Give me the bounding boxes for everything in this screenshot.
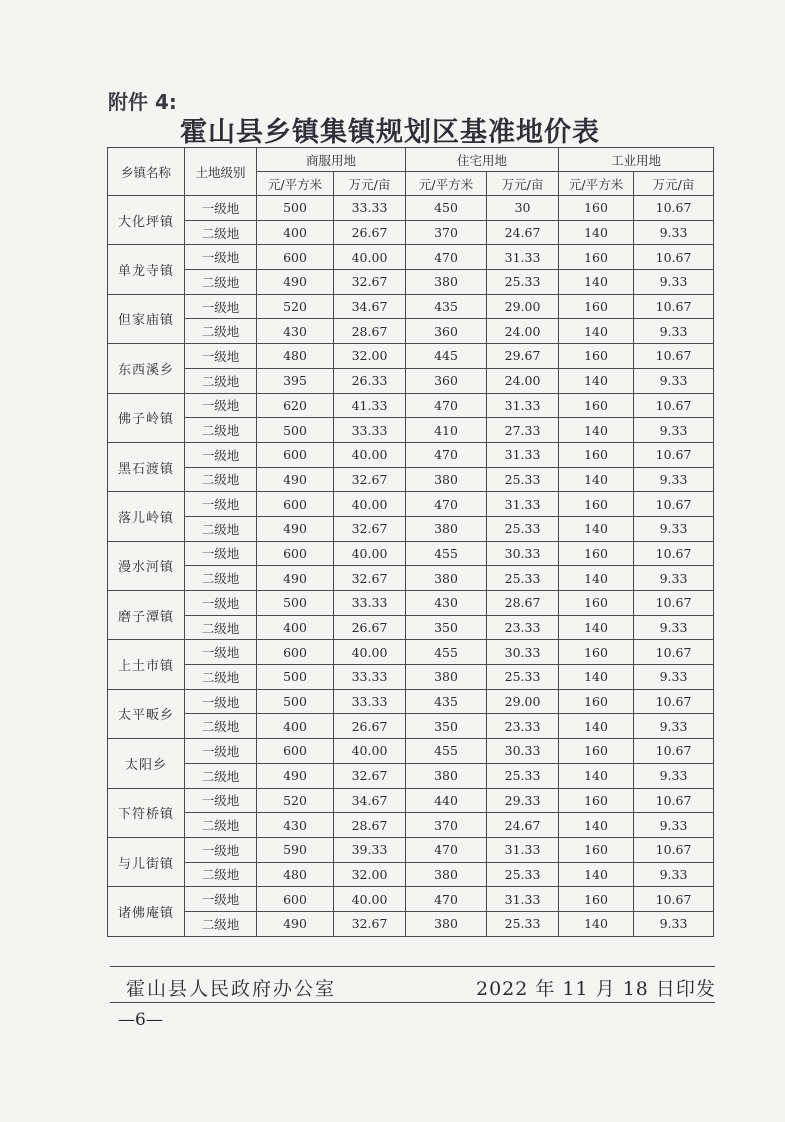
commercial-price-mu-cell: 33.33	[334, 196, 406, 221]
industrial-price-sqm-cell: 160	[559, 344, 634, 369]
town-name-cell: 上土市镇	[108, 640, 185, 689]
commercial-price-mu-cell: 34.67	[334, 294, 406, 319]
residential-price-sqm-cell: 455	[406, 739, 487, 764]
industrial-price-sqm-cell: 160	[559, 541, 634, 566]
commercial-price-sqm-cell: 600	[257, 541, 334, 566]
industrial-price-sqm-cell: 140	[559, 467, 634, 492]
town-name-cell: 诸佛庵镇	[108, 887, 185, 936]
residential-price-sqm-cell: 350	[406, 714, 487, 739]
industrial-price-mu-cell: 9.33	[634, 665, 714, 690]
industrial-price-sqm-cell: 160	[559, 739, 634, 764]
commercial-price-sqm-cell: 430	[257, 319, 334, 344]
land-grade-cell: 二级地	[185, 368, 257, 393]
industrial-price-mu-cell: 9.33	[634, 714, 714, 739]
commercial-price-mu-cell: 32.00	[334, 344, 406, 369]
commercial-price-mu-cell: 40.00	[334, 739, 406, 764]
table-row	[108, 862, 714, 887]
header-row-1	[108, 148, 714, 172]
header-industrial-unit-sqm: 元/平方米	[559, 172, 634, 196]
residential-price-mu-cell: 31.33	[487, 393, 559, 418]
land-grade-cell: 二级地	[185, 566, 257, 591]
commercial-price-mu-cell: 40.00	[334, 245, 406, 270]
residential-price-mu-cell: 30.33	[487, 541, 559, 566]
land-grade-cell: 二级地	[185, 813, 257, 838]
residential-price-sqm-cell: 360	[406, 368, 487, 393]
commercial-price-sqm-cell: 600	[257, 887, 334, 912]
industrial-price-mu-cell: 10.67	[634, 344, 714, 369]
industrial-price-sqm-cell: 140	[559, 763, 634, 788]
industrial-price-sqm-cell: 160	[559, 393, 634, 418]
residential-price-sqm-cell: 380	[406, 763, 487, 788]
industrial-price-sqm-cell: 160	[559, 294, 634, 319]
table-row	[108, 591, 714, 616]
commercial-price-mu-cell: 39.33	[334, 837, 406, 862]
residential-price-mu-cell: 25.33	[487, 467, 559, 492]
industrial-price-sqm-cell: 140	[559, 714, 634, 739]
commercial-price-sqm-cell: 490	[257, 270, 334, 295]
land-grade-cell: 一级地	[185, 689, 257, 714]
industrial-price-sqm-cell: 160	[559, 640, 634, 665]
industrial-price-sqm-cell: 160	[559, 689, 634, 714]
table-row	[108, 566, 714, 591]
table-row	[108, 270, 714, 295]
commercial-price-mu-cell: 32.67	[334, 270, 406, 295]
table-row	[108, 665, 714, 690]
industrial-price-mu-cell: 9.33	[634, 220, 714, 245]
residential-price-mu-cell: 30	[487, 196, 559, 221]
header-industrial-unit-mu: 万元/亩	[634, 172, 714, 196]
industrial-price-mu-cell: 9.33	[634, 467, 714, 492]
commercial-price-sqm-cell: 490	[257, 763, 334, 788]
town-name-cell: 太阳乡	[108, 739, 185, 788]
header-residential-unit-sqm: 元/平方米	[406, 172, 487, 196]
land-grade-cell: 二级地	[185, 862, 257, 887]
residential-price-sqm-cell: 470	[406, 442, 487, 467]
page-title: 霍山县乡镇集镇规划区基准地价表	[180, 117, 600, 148]
residential-price-mu-cell: 31.33	[487, 837, 559, 862]
commercial-price-mu-cell: 33.33	[334, 689, 406, 714]
commercial-price-sqm-cell: 430	[257, 813, 334, 838]
industrial-price-sqm-cell: 140	[559, 319, 634, 344]
town-name-cell: 大化坪镇	[108, 196, 185, 245]
town-name-cell: 佛子岭镇	[108, 393, 185, 442]
table-row	[108, 837, 714, 862]
table-row	[108, 418, 714, 443]
residential-price-sqm-cell: 380	[406, 516, 487, 541]
industrial-price-mu-cell: 10.67	[634, 245, 714, 270]
table-row	[108, 541, 714, 566]
industrial-price-mu-cell: 9.33	[634, 615, 714, 640]
land-grade-cell: 二级地	[185, 714, 257, 739]
commercial-price-sqm-cell: 500	[257, 689, 334, 714]
land-grade-cell: 二级地	[185, 220, 257, 245]
commercial-price-mu-cell: 32.67	[334, 911, 406, 936]
residential-price-mu-cell: 29.33	[487, 788, 559, 813]
industrial-price-mu-cell: 9.33	[634, 270, 714, 295]
residential-price-sqm-cell: 370	[406, 220, 487, 245]
residential-price-mu-cell: 27.33	[487, 418, 559, 443]
industrial-price-sqm-cell: 140	[559, 862, 634, 887]
commercial-price-mu-cell: 26.67	[334, 714, 406, 739]
industrial-price-sqm-cell: 140	[559, 665, 634, 690]
residential-price-mu-cell: 24.67	[487, 220, 559, 245]
industrial-price-mu-cell: 10.67	[634, 294, 714, 319]
land-grade-cell: 一级地	[185, 887, 257, 912]
commercial-price-sqm-cell: 490	[257, 467, 334, 492]
commercial-price-mu-cell: 32.67	[334, 566, 406, 591]
land-grade-cell: 一级地	[185, 788, 257, 813]
commercial-price-sqm-cell: 600	[257, 492, 334, 517]
table-row	[108, 763, 714, 788]
commercial-price-sqm-cell: 620	[257, 393, 334, 418]
industrial-price-sqm-cell: 160	[559, 887, 634, 912]
residential-price-sqm-cell: 410	[406, 418, 487, 443]
commercial-price-mu-cell: 32.67	[334, 763, 406, 788]
commercial-price-sqm-cell: 600	[257, 442, 334, 467]
commercial-price-sqm-cell: 600	[257, 640, 334, 665]
industrial-price-mu-cell: 10.67	[634, 739, 714, 764]
residential-price-sqm-cell: 445	[406, 344, 487, 369]
commercial-price-mu-cell: 32.00	[334, 862, 406, 887]
commercial-price-sqm-cell: 400	[257, 220, 334, 245]
industrial-price-sqm-cell: 140	[559, 270, 634, 295]
table-row	[108, 887, 714, 912]
industrial-price-sqm-cell: 160	[559, 196, 634, 221]
header-commercial-unit-mu: 万元/亩	[334, 172, 406, 196]
table-row	[108, 344, 714, 369]
town-name-cell: 漫水河镇	[108, 541, 185, 590]
commercial-price-mu-cell: 28.67	[334, 813, 406, 838]
land-grade-cell: 一级地	[185, 294, 257, 319]
land-grade-cell: 一级地	[185, 837, 257, 862]
industrial-price-sqm-cell: 140	[559, 220, 634, 245]
industrial-price-mu-cell: 9.33	[634, 813, 714, 838]
residential-price-mu-cell: 31.33	[487, 887, 559, 912]
residential-price-sqm-cell: 430	[406, 591, 487, 616]
land-grade-cell: 一级地	[185, 492, 257, 517]
industrial-price-mu-cell: 10.67	[634, 196, 714, 221]
residential-price-mu-cell: 25.33	[487, 516, 559, 541]
commercial-price-sqm-cell: 480	[257, 862, 334, 887]
residential-price-sqm-cell: 470	[406, 887, 487, 912]
commercial-price-mu-cell: 41.33	[334, 393, 406, 418]
industrial-price-sqm-cell: 140	[559, 368, 634, 393]
residential-price-sqm-cell: 435	[406, 689, 487, 714]
commercial-price-sqm-cell: 480	[257, 344, 334, 369]
header-commercial-unit-sqm: 元/平方米	[257, 172, 334, 196]
table-row	[108, 319, 714, 344]
residential-price-sqm-cell: 455	[406, 640, 487, 665]
industrial-price-mu-cell: 10.67	[634, 492, 714, 517]
table-row	[108, 220, 714, 245]
industrial-price-mu-cell: 9.33	[634, 418, 714, 443]
table-row	[108, 393, 714, 418]
page-number: —6—	[118, 1010, 163, 1030]
residential-price-mu-cell: 30.33	[487, 640, 559, 665]
residential-price-mu-cell: 25.33	[487, 665, 559, 690]
footer-bottom-rule	[110, 1002, 715, 1003]
land-grade-cell: 二级地	[185, 319, 257, 344]
residential-price-sqm-cell: 370	[406, 813, 487, 838]
table-row	[108, 442, 714, 467]
residential-price-sqm-cell: 350	[406, 615, 487, 640]
residential-price-mu-cell: 28.67	[487, 591, 559, 616]
residential-price-mu-cell: 30.33	[487, 739, 559, 764]
industrial-price-sqm-cell: 160	[559, 837, 634, 862]
commercial-price-sqm-cell: 590	[257, 837, 334, 862]
table-row	[108, 615, 714, 640]
table-body	[108, 196, 714, 937]
industrial-price-mu-cell: 10.67	[634, 591, 714, 616]
residential-price-mu-cell: 23.33	[487, 615, 559, 640]
town-name-cell: 落儿岭镇	[108, 492, 185, 541]
industrial-price-mu-cell: 10.67	[634, 788, 714, 813]
land-grade-cell: 一级地	[185, 541, 257, 566]
residential-price-mu-cell: 24.00	[487, 368, 559, 393]
residential-price-mu-cell: 31.33	[487, 492, 559, 517]
industrial-price-mu-cell: 9.33	[634, 319, 714, 344]
header-industrial: 工业用地	[559, 148, 714, 172]
industrial-price-sqm-cell: 160	[559, 492, 634, 517]
land-grade-cell: 二级地	[185, 418, 257, 443]
industrial-price-sqm-cell: 160	[559, 788, 634, 813]
industrial-price-sqm-cell: 140	[559, 516, 634, 541]
table-row	[108, 196, 714, 221]
land-grade-cell: 二级地	[185, 270, 257, 295]
commercial-price-sqm-cell: 395	[257, 368, 334, 393]
town-name-cell: 磨子潭镇	[108, 591, 185, 640]
town-name-cell: 单龙寺镇	[108, 245, 185, 294]
residential-price-sqm-cell: 450	[406, 196, 487, 221]
commercial-price-sqm-cell: 500	[257, 418, 334, 443]
commercial-price-sqm-cell: 500	[257, 665, 334, 690]
industrial-price-mu-cell: 10.67	[634, 837, 714, 862]
residential-price-sqm-cell: 470	[406, 393, 487, 418]
land-grade-cell: 一级地	[185, 739, 257, 764]
residential-price-mu-cell: 29.00	[487, 294, 559, 319]
commercial-price-mu-cell: 40.00	[334, 442, 406, 467]
residential-price-mu-cell: 25.33	[487, 911, 559, 936]
residential-price-mu-cell: 25.33	[487, 566, 559, 591]
commercial-price-sqm-cell: 600	[257, 739, 334, 764]
land-grade-cell: 一级地	[185, 245, 257, 270]
industrial-price-sqm-cell: 140	[559, 911, 634, 936]
land-grade-cell: 一级地	[185, 344, 257, 369]
header-grade: 土地级别	[185, 148, 257, 196]
residential-price-sqm-cell: 435	[406, 294, 487, 319]
table-row	[108, 689, 714, 714]
table-row	[108, 813, 714, 838]
residential-price-sqm-cell: 380	[406, 467, 487, 492]
industrial-price-mu-cell: 10.67	[634, 442, 714, 467]
residential-price-sqm-cell: 470	[406, 245, 487, 270]
residential-price-sqm-cell: 380	[406, 665, 487, 690]
commercial-price-mu-cell: 26.67	[334, 220, 406, 245]
commercial-price-sqm-cell: 490	[257, 516, 334, 541]
residential-price-sqm-cell: 440	[406, 788, 487, 813]
commercial-price-mu-cell: 34.67	[334, 788, 406, 813]
land-grade-cell: 二级地	[185, 763, 257, 788]
commercial-price-sqm-cell: 520	[257, 294, 334, 319]
commercial-price-mu-cell: 26.33	[334, 368, 406, 393]
issue-date: 2022 年 11 月 18 日印发	[476, 978, 716, 1000]
land-grade-cell: 二级地	[185, 516, 257, 541]
town-name-cell: 但家庙镇	[108, 294, 185, 343]
table-row	[108, 911, 714, 936]
industrial-price-sqm-cell: 160	[559, 442, 634, 467]
header-residential: 住宅用地	[406, 148, 559, 172]
residential-price-mu-cell: 24.67	[487, 813, 559, 838]
land-grade-cell: 一级地	[185, 393, 257, 418]
residential-price-mu-cell: 25.33	[487, 270, 559, 295]
land-grade-cell: 一级地	[185, 196, 257, 221]
residential-price-sqm-cell: 380	[406, 911, 487, 936]
industrial-price-sqm-cell: 160	[559, 591, 634, 616]
land-price-table	[107, 147, 714, 937]
commercial-price-sqm-cell: 490	[257, 566, 334, 591]
residential-price-sqm-cell: 470	[406, 492, 487, 517]
table-row	[108, 640, 714, 665]
residential-price-mu-cell: 24.00	[487, 319, 559, 344]
issuer: 霍山县人民政府办公室	[126, 978, 337, 1000]
commercial-price-mu-cell: 26.67	[334, 615, 406, 640]
land-grade-cell: 一级地	[185, 640, 257, 665]
commercial-price-mu-cell: 33.33	[334, 591, 406, 616]
industrial-price-mu-cell: 10.67	[634, 640, 714, 665]
residential-price-sqm-cell: 455	[406, 541, 487, 566]
table-row	[108, 516, 714, 541]
table-row	[108, 245, 714, 270]
residential-price-sqm-cell: 380	[406, 270, 487, 295]
table-row	[108, 788, 714, 813]
town-name-cell: 黑石渡镇	[108, 442, 185, 491]
land-grade-cell: 一级地	[185, 442, 257, 467]
table-row	[108, 467, 714, 492]
residential-price-sqm-cell: 360	[406, 319, 487, 344]
residential-price-mu-cell: 31.33	[487, 245, 559, 270]
land-grade-cell: 二级地	[185, 911, 257, 936]
commercial-price-sqm-cell: 500	[257, 591, 334, 616]
commercial-price-mu-cell: 40.00	[334, 640, 406, 665]
table-row	[108, 492, 714, 517]
residential-price-sqm-cell: 380	[406, 862, 487, 887]
table-row	[108, 368, 714, 393]
town-name-cell: 东西溪乡	[108, 344, 185, 393]
industrial-price-sqm-cell: 140	[559, 813, 634, 838]
table-row	[108, 294, 714, 319]
industrial-price-sqm-cell: 160	[559, 245, 634, 270]
industrial-price-mu-cell: 10.67	[634, 887, 714, 912]
commercial-price-sqm-cell: 490	[257, 911, 334, 936]
land-grade-cell: 二级地	[185, 665, 257, 690]
town-name-cell: 与儿街镇	[108, 837, 185, 886]
commercial-price-mu-cell: 40.00	[334, 887, 406, 912]
residential-price-mu-cell: 25.33	[487, 763, 559, 788]
footer-top-rule	[110, 966, 715, 967]
industrial-price-mu-cell: 9.33	[634, 516, 714, 541]
residential-price-mu-cell: 29.67	[487, 344, 559, 369]
industrial-price-mu-cell: 9.33	[634, 763, 714, 788]
industrial-price-mu-cell: 9.33	[634, 911, 714, 936]
industrial-price-sqm-cell: 140	[559, 615, 634, 640]
land-grade-cell: 一级地	[185, 591, 257, 616]
commercial-price-mu-cell: 40.00	[334, 541, 406, 566]
commercial-price-sqm-cell: 400	[257, 615, 334, 640]
residential-price-mu-cell: 31.33	[487, 442, 559, 467]
industrial-price-sqm-cell: 140	[559, 566, 634, 591]
industrial-price-mu-cell: 9.33	[634, 566, 714, 591]
commercial-price-sqm-cell: 400	[257, 714, 334, 739]
commercial-price-mu-cell: 33.33	[334, 665, 406, 690]
residential-price-mu-cell: 29.00	[487, 689, 559, 714]
residential-price-mu-cell: 23.33	[487, 714, 559, 739]
residential-price-sqm-cell: 470	[406, 837, 487, 862]
commercial-price-sqm-cell: 600	[257, 245, 334, 270]
commercial-price-mu-cell: 33.33	[334, 418, 406, 443]
residential-price-mu-cell: 25.33	[487, 862, 559, 887]
land-grade-cell: 二级地	[185, 467, 257, 492]
industrial-price-sqm-cell: 140	[559, 418, 634, 443]
town-name-cell: 下符桥镇	[108, 788, 185, 837]
header-town: 乡镇名称	[108, 148, 185, 196]
residential-price-sqm-cell: 380	[406, 566, 487, 591]
commercial-price-sqm-cell: 520	[257, 788, 334, 813]
town-name-cell: 太平畈乡	[108, 689, 185, 738]
industrial-price-mu-cell: 9.33	[634, 368, 714, 393]
header-residential-unit-mu: 万元/亩	[487, 172, 559, 196]
attachment-label: 附件 4:	[108, 90, 177, 114]
commercial-price-mu-cell: 32.67	[334, 467, 406, 492]
commercial-price-mu-cell: 40.00	[334, 492, 406, 517]
industrial-price-mu-cell: 10.67	[634, 541, 714, 566]
commercial-price-mu-cell: 32.67	[334, 516, 406, 541]
header-commercial: 商服用地	[257, 148, 406, 172]
table-row	[108, 714, 714, 739]
commercial-price-sqm-cell: 500	[257, 196, 334, 221]
commercial-price-mu-cell: 28.67	[334, 319, 406, 344]
industrial-price-mu-cell: 10.67	[634, 689, 714, 714]
table-row	[108, 739, 714, 764]
industrial-price-mu-cell: 10.67	[634, 393, 714, 418]
industrial-price-mu-cell: 9.33	[634, 862, 714, 887]
land-grade-cell: 二级地	[185, 615, 257, 640]
